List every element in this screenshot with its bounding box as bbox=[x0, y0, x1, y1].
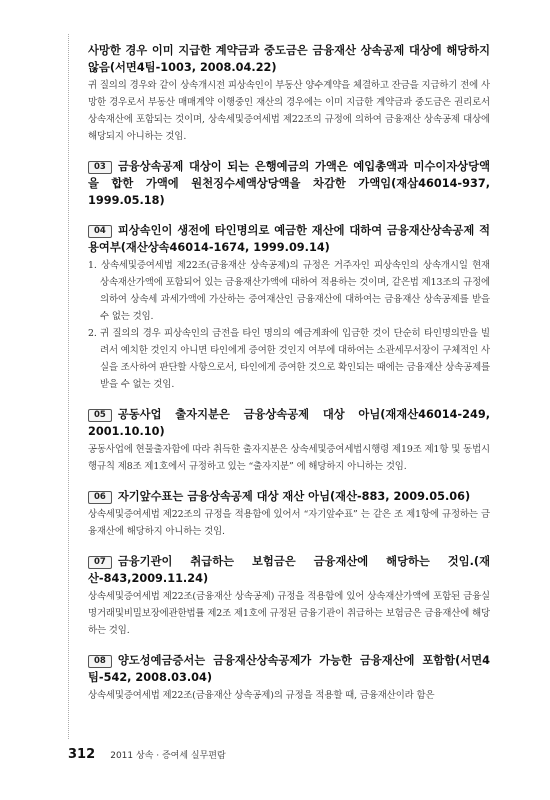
page-number: 312 bbox=[68, 747, 96, 762]
section-heading: 사망한 경우 이미 지급한 계약금과 중도금은 금융재산 상속공제 대상에 해당하지 않음(서면4팀-1003, 2008.04.22) bbox=[88, 44, 490, 74]
section-07 bbox=[88, 553, 490, 639]
section-heading: 03 금융상속공제 대상이 되는 은행예금의 가액은 예입총액과 미수이자상당액을 합한 가액에 원천징수세액상당액을 차감한 가액임(재삼46014-937, 1999.05.18) bbox=[88, 160, 490, 207]
list-item: 1. 상속세및증여세법 제22조(금융재산 상속공제)의 규정은 거주자인 피상속인의 상속개시일 현재 상속재산가액에 포함되어 있는 금융재산가액에 대하여 적용하는 것이며, 같은법 제13조의 규정에 의하여 상속세 과세가액에 가산하는 증여재산인 금융재산에 대하여는 금융재산 상속공제를 받을 수 없는 것임. bbox=[88, 260, 490, 322]
page-footer bbox=[68, 743, 488, 762]
section-number-badge: 08 bbox=[88, 655, 112, 668]
section-number-badge: 06 bbox=[88, 491, 112, 504]
section-body: 상속세및증여세법 제22조(금융재산 상속공제)의 규정을 적용할 때, 금융재산이라 함은 bbox=[88, 690, 435, 701]
section-01 bbox=[88, 42, 490, 145]
list-item: 2. 귀 질의의 경우 피상속인의 금전을 타인 명의의 예금계좌에 입금한 것이 단순히 타인명의만을 빌려서 예치한 것인지 아니면 타인에게 증여한 것인지 여부에 대하여는 소관세무서장이 구체적인 사실을 조사하여 판단할 사항으로서, 타인에게 증여한 것으로 확인되는 때에는 금융재산 상속공제를 받을 수 없는 것임. bbox=[88, 328, 490, 390]
section-number-badge: 05 bbox=[88, 409, 112, 422]
section-body: 귀 질의의 경우와 같이 상속개시전 피상속인이 부동산 양수계약을 체결하고 잔금을 지급하기 전에 사망한 경우로서 부동산 매매계약 이행중인 재산의 경우에는 이미 지급한 계약금과 중도금은 권리로서 상속재산에 포함되는 것이며, 상속세및증여세법 제22조의 규정에 의하여 금융재산 상속공제 대상에 해당되지 아니하는 것임. bbox=[88, 80, 490, 142]
section-number-badge: 03 bbox=[88, 161, 112, 174]
section-08 bbox=[88, 652, 490, 704]
section-03 bbox=[88, 158, 490, 209]
section-body: 상속세및증여세법 제22조의 규정을 적용함에 있어서 “자기앞수표” 는 같은 조 제1항에 규정하는 금융재산에 해당하지 아니하는 것임. bbox=[88, 509, 490, 537]
section-heading: 08 양도성예금증서는 금융재산상속공제가 가능한 금융재산에 포함함(서면4팀-542, 2008.03.04) bbox=[88, 654, 490, 684]
section-heading: 07 금융기관이 취급하는 보험금은 금융재산에 해당하는 것임.(재산-843,2009.11.24) bbox=[88, 555, 490, 585]
margin-dotted-rule bbox=[68, 34, 69, 739]
section-body: 상속세및증여세법 제22조(금융재산 상속공제) 규정을 적용함에 있어 상속재산가액에 포함된 금융실명거래및비밀보장에관한법률 제2조 제1호에 규정된 금융기관이 취급하는 보험금은 금융재산에 해당하는 것임. bbox=[88, 591, 490, 636]
section-number-badge: 04 bbox=[88, 225, 112, 238]
section-heading: 06 자기앞수표는 금융상속공제 대상 재산 아님(재산-883, 2009.05.06) bbox=[88, 488, 490, 505]
numbered-list bbox=[88, 257, 490, 393]
section-05 bbox=[88, 406, 490, 475]
book-title: 2011 상속 · 증여세 실무편람 bbox=[110, 751, 226, 761]
section-heading: 05 공동사업 출자지분은 금융상속공제 대상 아님(재재산46014-249, 2001.10.10) bbox=[88, 408, 490, 438]
section-body: 공동사업에 현물출자함에 따라 취득한 출자지분은 상속세및증여세법시행령 제19조 제1항 및 동법시행규칙 제8조 제1호에서 규정하고 있는 “출자지분” 에 해당하지 아니하는 것임. bbox=[88, 444, 490, 472]
section-04 bbox=[88, 222, 490, 393]
section-heading: 04 피상속인이 생전에 타인명의로 예금한 재산에 대하여 금융재산상속공제 적용여부(재산상속46014-1674, 1999.09.14) bbox=[88, 224, 490, 254]
content-column bbox=[88, 42, 490, 717]
section-06 bbox=[88, 488, 490, 540]
section-number-badge: 07 bbox=[88, 556, 112, 569]
